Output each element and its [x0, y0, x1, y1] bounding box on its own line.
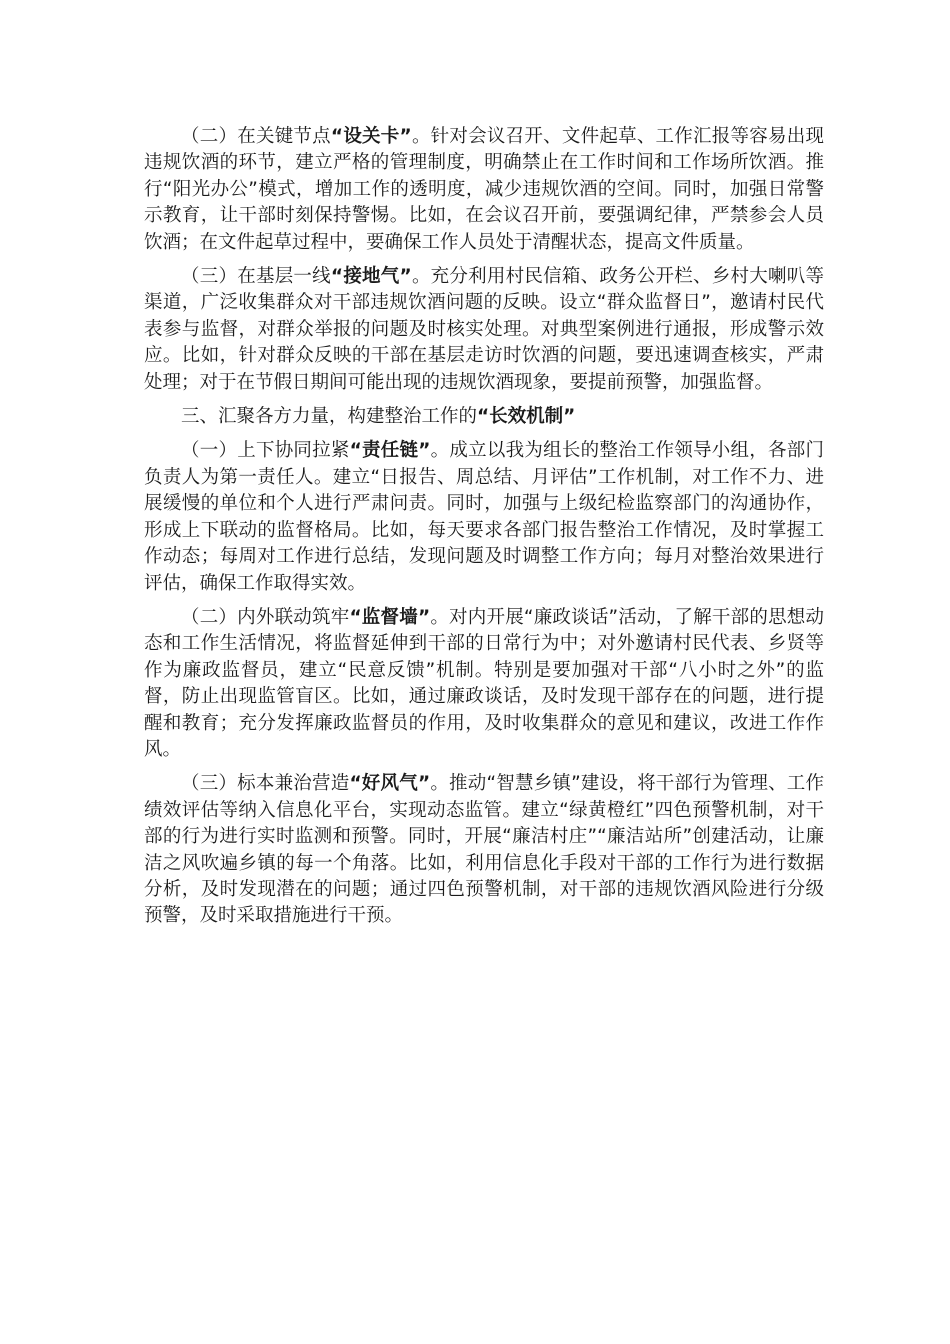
paragraph-key-checkpoints	[144, 124, 824, 256]
paragraph-lead: （二）在关键节点	[181, 126, 331, 147]
paragraph-grassroots	[144, 264, 824, 396]
section-heading-keyword: “长效机制”	[477, 406, 576, 428]
paragraph-body: 。针对会议召开、文件起草、工作汇报等容易出现违规饮酒的环节，建立严格的管理制度，明确禁止在工作时间和工作场所饮酒。推行“阳光办公”模式，增加工作的透明度，减少违规饮酒的空间。同时，加强日常警示教育，让干部时刻保持警惕。比如，在会议召开前，要强调纪律，严禁参会人员饮酒；在文件起草过程中，要确保工作人员处于清醒状态，提高文件质量。	[144, 126, 824, 253]
section-heading-lead: 三、汇聚各方力量，构建整治工作的	[181, 406, 478, 428]
paragraph-keyword: “接地气”	[330, 266, 412, 288]
paragraph-keyword: “监督墙”	[349, 606, 431, 628]
paragraph-responsibility-chain	[144, 438, 824, 596]
paragraph-body: 。成立以我为组长的整治工作领导小组，各部门负责人为第一责任人。建立“日报告、周总结、月评估”工作机制，对工作不力、进展缓慢的单位和个人进行严肃问责。同时，加强与上级纪检监察部门的沟通协作，形成上下联动的监督格局。比如，每天要求各部门报告整治工作情况，及时掌握工作动态；每周对工作进行总结，发现问题及时调整工作方向；每月对整治效果进行评估，确保工作取得实效。	[144, 440, 824, 594]
paragraph-lead: （三）在基层一线	[181, 266, 331, 288]
document-page	[144, 124, 824, 938]
paragraph-keyword: “责任链”	[349, 440, 431, 462]
paragraph-keyword: “好风气”	[349, 773, 431, 795]
paragraph-body: 。充分利用村民信箱、政务公开栏、乡村大喇叭等渠道，广泛收集群众对干部违规饮酒问题的反映。设立“群众监督日”，邀请村民代表参与监督，对群众举报的问题及时核实处理。对典型案例进行通报，形成警示效应。比如，针对群众反映的干部在基层走访时饮酒的问题，要迅速调查核实，严肃处理；对于在节假日期间可能出现的违规饮酒现象，要提前预警，加强监督。	[144, 266, 824, 393]
paragraph-good-atmosphere	[144, 771, 824, 929]
paragraph-lead: （一）上下协同拉紧	[181, 440, 350, 462]
paragraph-body: 。对内开展“廉政谈话”活动，了解干部的思想动态和工作生活情况，将监督延伸到干部的日常行为中；对外邀请村民代表、乡贤等作为廉政监督员，建立“民意反馈”机制。特别是要加强对干部“八小时之外”的监督，防止出现监管盲区。比如，通过廉政谈话，及时发现干部存在的问题，进行提醒和教育；充分发挥廉政监督员的作用，及时收集群众的意见和建议，改进工作作风。	[144, 606, 824, 760]
section-heading-three	[144, 404, 824, 430]
paragraph-lead: （二）内外联动筑牢	[181, 606, 350, 628]
paragraph-keyword: “设关卡”	[330, 126, 412, 147]
paragraph-lead: （三）标本兼治营造	[181, 773, 350, 795]
paragraph-body: 。推动“智慧乡镇”建设，将干部行为管理、工作绩效评估等纳入信息化平台，实现动态监管。建立“绿黄橙红”四色预警机制，对干部的行为进行实时监测和预警。同时，开展“廉洁村庄”“廉洁站所”创建活动，让廉洁之风吹遍乡镇的每一个角落。比如，利用信息化手段对干部的工作行为进行数据分析，及时发现潜在的问题；通过四色预警机制，对干部的违规饮酒风险进行分级预警，及时采取措施进行干预。	[144, 773, 824, 927]
paragraph-supervision-wall	[144, 605, 824, 763]
